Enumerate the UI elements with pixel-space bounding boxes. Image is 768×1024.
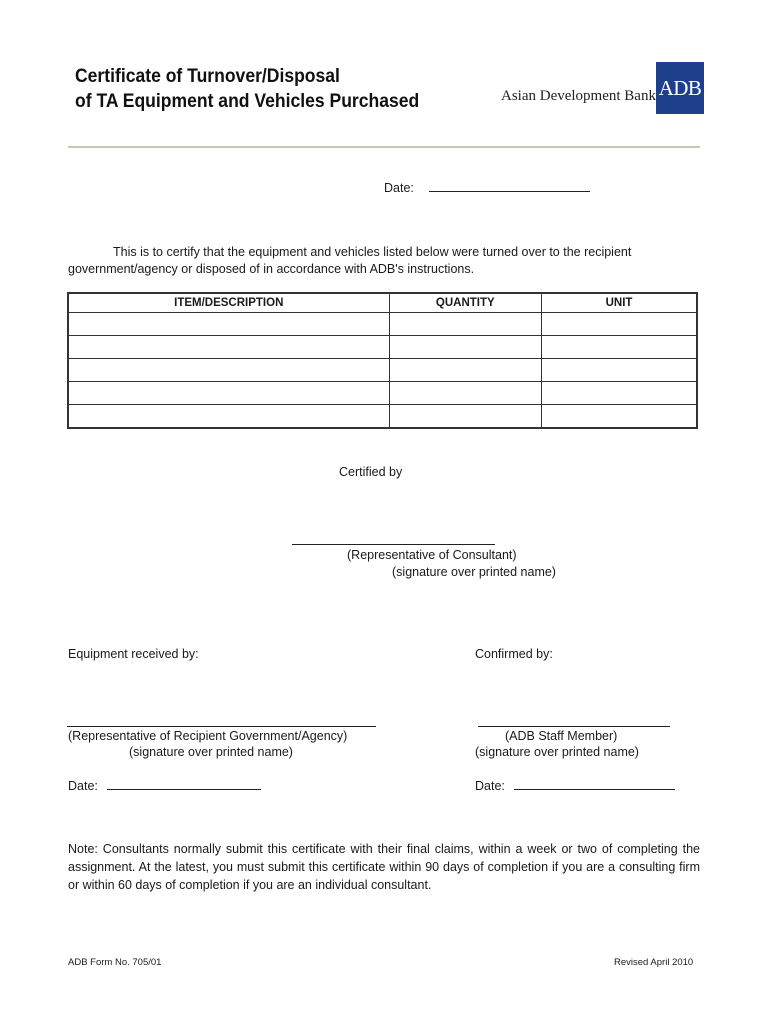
adb-logo [656, 62, 704, 114]
unit-cell[interactable] [542, 336, 697, 359]
confirmed-by-label: Confirmed by: [475, 647, 553, 661]
unit-cell[interactable] [542, 382, 697, 405]
quantity-cell[interactable] [389, 313, 542, 336]
adb-logo-text: ADB [658, 75, 702, 100]
consultant-sig-note: (signature over printed name) [392, 565, 556, 579]
adb-staff-date-label: Date: [475, 779, 505, 793]
recipient-role: (Representative of Recipient Government/Agency) [68, 729, 348, 743]
table-row [68, 313, 697, 336]
table-header-row [68, 293, 697, 313]
adb-staff-signature-line[interactable] [478, 726, 670, 727]
intro-line-2: government/agency or disposed of in accordance with ADB's instructions. [68, 262, 475, 276]
quantity-cell[interactable] [389, 382, 542, 405]
quantity-cell[interactable] [389, 336, 542, 359]
table-row [68, 359, 697, 382]
adb-staff-date-field [475, 777, 675, 794]
title-line-1: Certificate of Turnover/Disposal [75, 65, 340, 87]
recipient-date-blank[interactable] [107, 777, 261, 790]
revision-date: Revised April 2010 [614, 957, 694, 968]
received-by-label: Equipment received by: [68, 647, 199, 661]
header-divider [68, 146, 700, 148]
certified-by-label: Certified by [339, 465, 403, 479]
form-number: ADB Form No. 705/01 [68, 957, 162, 968]
unit-cell[interactable] [542, 359, 697, 382]
adb-staff-date-blank[interactable] [514, 777, 675, 790]
quantity-cell[interactable] [389, 405, 542, 429]
header-item-description: ITEM/DESCRIPTION [68, 293, 389, 313]
table-row [68, 336, 697, 359]
intro-line-1: This is to certify that the equipment and vehicles listed below were turned over to the recipient [113, 245, 632, 259]
adb-staff-role: (ADB Staff Member) [505, 729, 618, 743]
item-cell[interactable] [68, 359, 389, 382]
recipient-date-field [68, 777, 261, 794]
item-cell[interactable] [68, 382, 389, 405]
table-row [68, 382, 697, 405]
header-unit: UNIT [542, 293, 697, 313]
date-field-top [384, 179, 590, 196]
title-line-2: of TA Equipment and Vehicles Purchased [75, 90, 420, 112]
note-paragraph: Note: Consultants normally submit this certificate with their final claims, within a week or two of completing the assignment. At the latest, you must submit this certificate within 90 days of completion if you are a consulting firm or within 60 days of completion if you are an individual consultant. [68, 842, 700, 892]
item-cell[interactable] [68, 405, 389, 429]
date-blank[interactable] [429, 179, 590, 192]
document-title [75, 64, 419, 114]
item-cell[interactable] [68, 313, 389, 336]
org-name: Asian Development Bank [501, 88, 656, 104]
table-row [68, 405, 697, 429]
items-table [67, 292, 698, 429]
unit-cell[interactable] [542, 405, 697, 429]
date-label: Date: [384, 181, 414, 195]
consultant-signature-line[interactable] [292, 544, 495, 545]
consultant-role: (Representative of Consultant) [347, 548, 517, 562]
recipient-date-label: Date: [68, 779, 98, 793]
recipient-signature-line[interactable] [67, 726, 376, 727]
recipient-sig-note: (signature over printed name) [129, 745, 293, 759]
adb-staff-sig-note: (signature over printed name) [475, 745, 639, 759]
header-quantity: QUANTITY [389, 293, 542, 313]
item-cell[interactable] [68, 336, 389, 359]
quantity-cell[interactable] [389, 359, 542, 382]
unit-cell[interactable] [542, 313, 697, 336]
